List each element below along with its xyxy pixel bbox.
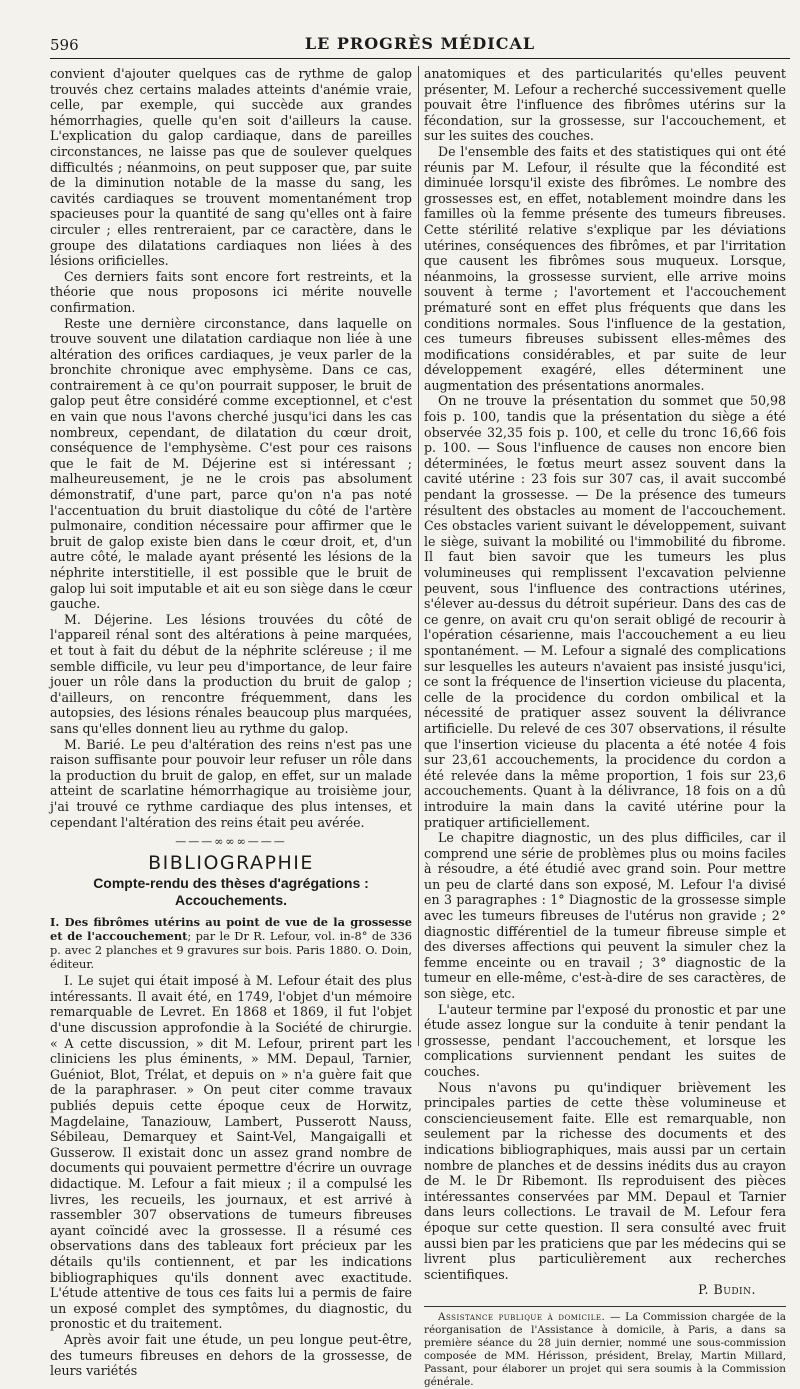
body-paragraph: convient d'ajouter quelques cas de rythme de galop trouvés chez certains malades atteints d'anémie vraie, celle, par exemple, qui succède aux grandes hémorrhagies, quelle qu'en soit d'ailleurs la cause. L'explication du galop cardiaque, dans de pareilles circonstances, ne laisse pas que de soulever quelques difficultés ; néanmoins, on peut supposer que, par suite de la diminution notable de la masse du sang, les cavités cardiaques se trouvent momentanément trop spacieuses pour la quantité de sang qu'elles ont à faire circuler ; elles rentreraient, par ce caractère, dans le groupe des dilatations cardiaques non liées à des lésions orificielles. bbox=[50, 66, 412, 269]
column-rule bbox=[418, 66, 419, 1046]
right-column bbox=[424, 66, 787, 1388]
book-reference bbox=[50, 915, 412, 971]
body-paragraph: L'auteur termine par l'exposé du pronostic et par une étude assez longue sur la conduite à tenir pendant la grossesse, pendant l'accouchement, et lorsque les complications surviennent pendant les suites de couches. bbox=[424, 1001, 786, 1079]
news-item bbox=[424, 1311, 786, 1389]
section-divider: ———∞∞∞——— bbox=[175, 835, 287, 849]
body-paragraph: Reste une dernière circonstance, dans laquelle on trouve souvent une dilatation cardiaque non liée à une altération des orifices cardiaques, je veux parler de la bronchite chronique avec emphysème. Dans ce cas, contrairement à ce qu'on pourrait supposer, le bruit de galop peut être considéré comme exceptionnel, et c'est en vain que nous l'avons cherché jusqu'ici dans les cas nombreux, cependant, de dilatation du cœur droit, conséquence de l'emphysème. C'est pour ces raisons que le fait de M. Déjerine est si intéressant ; malheureusement, je ne le crois pas absolument démonstratif, d'une part, parce qu'on n'a pas noté l'accentuation du bruit diastolique du côté de l'artère pulmonaire, condition nécessaire pour affirmer que le bruit de galop existe bien dans le cœur droit, et, d'un autre côté, le malade ayant présenté les lésions de la néphrite interstitielle, il est possible que le bruit de galop lui soit imputable et ait eu son siège dans le cœur gauche. bbox=[50, 315, 412, 612]
book-details: ; par le Dr R. Lefour, vol. in-8° de 336 p. avec 2 planches et 9 gravures sur bois. Paris 1880. O. Doin, éditeur. bbox=[50, 929, 412, 972]
book-title: I. Des fibrômes utérins au point de vue de la grossesse et de l'accouchement bbox=[50, 915, 412, 944]
body-paragraph: anatomiques et des particularités qu'elles peuvent présenter, M. Lefour a recherché successivement quelle pouvait être l'influence des fibrômes utérins sur la fécondation, sur la grossesse, sur l'accouchement, et sur les suites des couches. bbox=[424, 66, 786, 144]
page-number: 596 bbox=[50, 36, 79, 54]
author-signature: P. Budin. bbox=[698, 1282, 756, 1298]
review-paragraph: I. Le sujet qui était imposé à M. Lefour était des plus intéressants. Il avait été, en 1749, l'objet d'un mémoire remarquable de Levret. En 1868 et 1869, il fut l'objet d'une discussion approfondie à la Société de chirurgie. « A cette discussion, » dit M. Lefour, prirent part les cliniciens les plus éminents, » MM. Depaul, Tarnier, Guéniot, Blot, Trélat, et depuis on » n'a guère fait que de la paraphraser. » On peut citer comme travaux publiés depuis cette époque ceux de Horwitz, Magdelaine, Tanaziouw, Lambert, Pusserott Nauss, Sébileau, Demarquey et Saint-Vel, Mangaigalli et Gusserow. Il existait donc un assez grand nombre de documents qui pouvaient permettre d'écrire un ouvrage didactique. M. Lefour a fait mieux ; il a compulsé les livres, les recueils, les journaux, et est arrivé à rassembler 307 observations de tumeurs fibreuses ayant coïncidé avec la grossesse. Il a résumé ces observations dans des tableaux fort précieux par les détails qu'ils contiennent, et par les indications bibliographiques qu'ils donnent avec exactitude. L'étude attentive de tous ces faits lui a permis de faire un exposé complet des symptômes, du diagnostic, du pronostic et du traitement. bbox=[50, 973, 412, 1332]
body-paragraph: Le chapitre diagnostic, un des plus difficiles, car il comprend une série de problèmes plus ou moins faciles à résoudre, a été étudié avec grand soin. Pour mettre un peu de clarté dans son exposé, M. Lefour l'a divisé en 3 paragraphes : 1° Diagnostic de la grossesse simple avec les tumeurs fibreuses de l'utérus non gravide ; 2° diagnostic différentiel de la tumeur fibreuse simple et des diverses affections qui peuvent la simuler chez la femme enceinte ou en travail ; 3° diagnostic de la tumeur en elle-même, c'est-à-dire de ses caractères, de son siège, etc. bbox=[424, 830, 786, 1002]
running-title: LE PROGRÈS MÉDICAL bbox=[304, 34, 536, 53]
footnote-rule bbox=[424, 1306, 786, 1307]
bibliography-heading: BIBLIOGRAPHIE bbox=[148, 851, 314, 874]
news-item-label: Assistance publique à domicile. bbox=[438, 1310, 606, 1323]
body-paragraph: De l'ensemble des faits et des statistiques qui ont été réunis par M. Lefour, il résulte que la fécondité est diminuée lorsqu'il existe des fibrômes. Le nombre des grossesses est, en effet, notablement moindre dans les familles où la femme présente des tumeurs fibreuses. Cette stérilité relative s'explique par les déviations utérines, conséquences des fibrômes, et par l'irritation que causent les fibrômes sous muqueux. Lorsque, néanmoins, la grossesse survient, elle arrive moins souvent à terme ; l'avortement et l'accouchement prématuré sont en effet plus fréquents que dans les conditions normales. Sous l'influence de la gestation, ces tumeurs fibreuses subissent elles-mêmes des modifications considérables, et par suite de leur développement exagéré, elles déterminent une augmentation des présentations anormales. bbox=[424, 143, 786, 393]
body-paragraph: M. Barié. Le peu d'altération des reins n'est pas une raison suffisante pour pouvoir leur refuser un rôle dans la production du bruit de galop, en effet, sur un malade atteint de scarlatine hémorrhagique au troisième jour, j'ai trouvé ce rythme cardiaque des plus intenses, et cependant l'altération des reins était peu avérée. bbox=[50, 736, 412, 830]
bibliography-subtitle: Compte-rendu des thèses d'agrégations : Accouchements. bbox=[93, 875, 369, 909]
body-paragraph: Nous n'avons pu qu'indiquer brièvement les principales parties de cette thèse volumineuse et consciencieusement faite. Elle est remarquable, non seulement par la richesse des documents et des indications bibliographiques, mais aussi par un certain nombre de planches et de dessins inédits dus au crayon de M. le Dr Ribemont. Ils reproduisent des pièces intéressantes conservées par MM. Depaul et Tarnier dans leurs collections. Le travail de M. Lefour fera époque sur cette question. Il sera consulté avec fruit aussi bien par les praticiens que par les médecins qui se livrent plus particulièrement aux recherches scientifiques. bbox=[424, 1079, 786, 1282]
left-column bbox=[50, 66, 412, 1379]
body-paragraph: On ne trouve la présentation du sommet que 50,98 fois p. 100, tandis que la présentation du siège a été observée 32,35 fois p. 100, et celle du tronc 16,66 fois p. 100. — Sous l'influence de causes non encore bien déterminées, le fœtus meurt assez souvent dans la cavité utérine : 23 fois sur 307 cas, il avait succombé pendant la grossesse. — De la présence des tumeurs résultent des obstacles au moment de l'accouchement. Ces obstacles varient suivant le développement, suivant le siège, suivant la mobilité ou l'immobilité du fibrome. Il faut bien savoir que les tumeurs les plus volumineuses qui remplissent l'excavation pelvienne peuvent, sous l'influence des contractions utérines, s'élever au-dessus du détroit supérieur. Dans des cas de ce genre, on avait cru qu'on serait obligé de recourir à l'opération césarienne, mais l'accouchement a eu lieu spontanément. — M. Lefour a signalé des complications sur lesquelles les auteurs n'avaient pas insisté jusqu'ici, ce sont la fréquence de l'insertion vicieuse du placenta, celle de la procidence du cordon ombilical et la nécessité de pratiquer assez souvent la délivrance artificielle. Du relevé de ces 307 observations, il résulte que l'insertion vicieuse du placenta a été notée 4 fois sur 23,61 accouchements, la procidence du cordon a été relevée dans la même proportion, 1 fois sur 23,6 accouchements. Quant à la délivrance, 18 fois on a dû introduire la main dans la cavité utérine pour la pratiquer artificiellement. bbox=[424, 393, 786, 830]
review-paragraph: Après avoir fait une étude, un peu longue peut-être, des tumeurs fibreuses en dehors de la grossesse, de leurs variétés bbox=[50, 1331, 412, 1379]
body-paragraph: M. Déjerine. Les lésions trouvées du côté de l'appareil rénal sont des altérations à peine marquées, et tout à fait du début de la néphrite scléreuse ; il me semble difficile, vu leur peu d'importance, de leur faire jouer un rôle dans la production du bruit de galop ; d'ailleurs, on rencontre fréquemment, dans les autopsies, des lésions rénales beaucoup plus marquées, sans qu'elles donnent lieu au rythme du galop. bbox=[50, 611, 412, 736]
page-header bbox=[50, 30, 790, 59]
body-paragraph: Ces derniers faits sont encore fort restreints, et la théorie que nous proposons ici mérite nouvelle confirmation. bbox=[50, 268, 412, 315]
news-item-text: — La Commission chargée de la réorganisation de l'Assistance à domicile, à Paris, a dans sa première séance du 28 juin dernier, nommé une sous-commission composée de MM. Hérisson, président, Brelay, Martin Millard, Passant, pour élaborer un projet qui sera soumis à la Commission générale. bbox=[424, 1310, 787, 1388]
